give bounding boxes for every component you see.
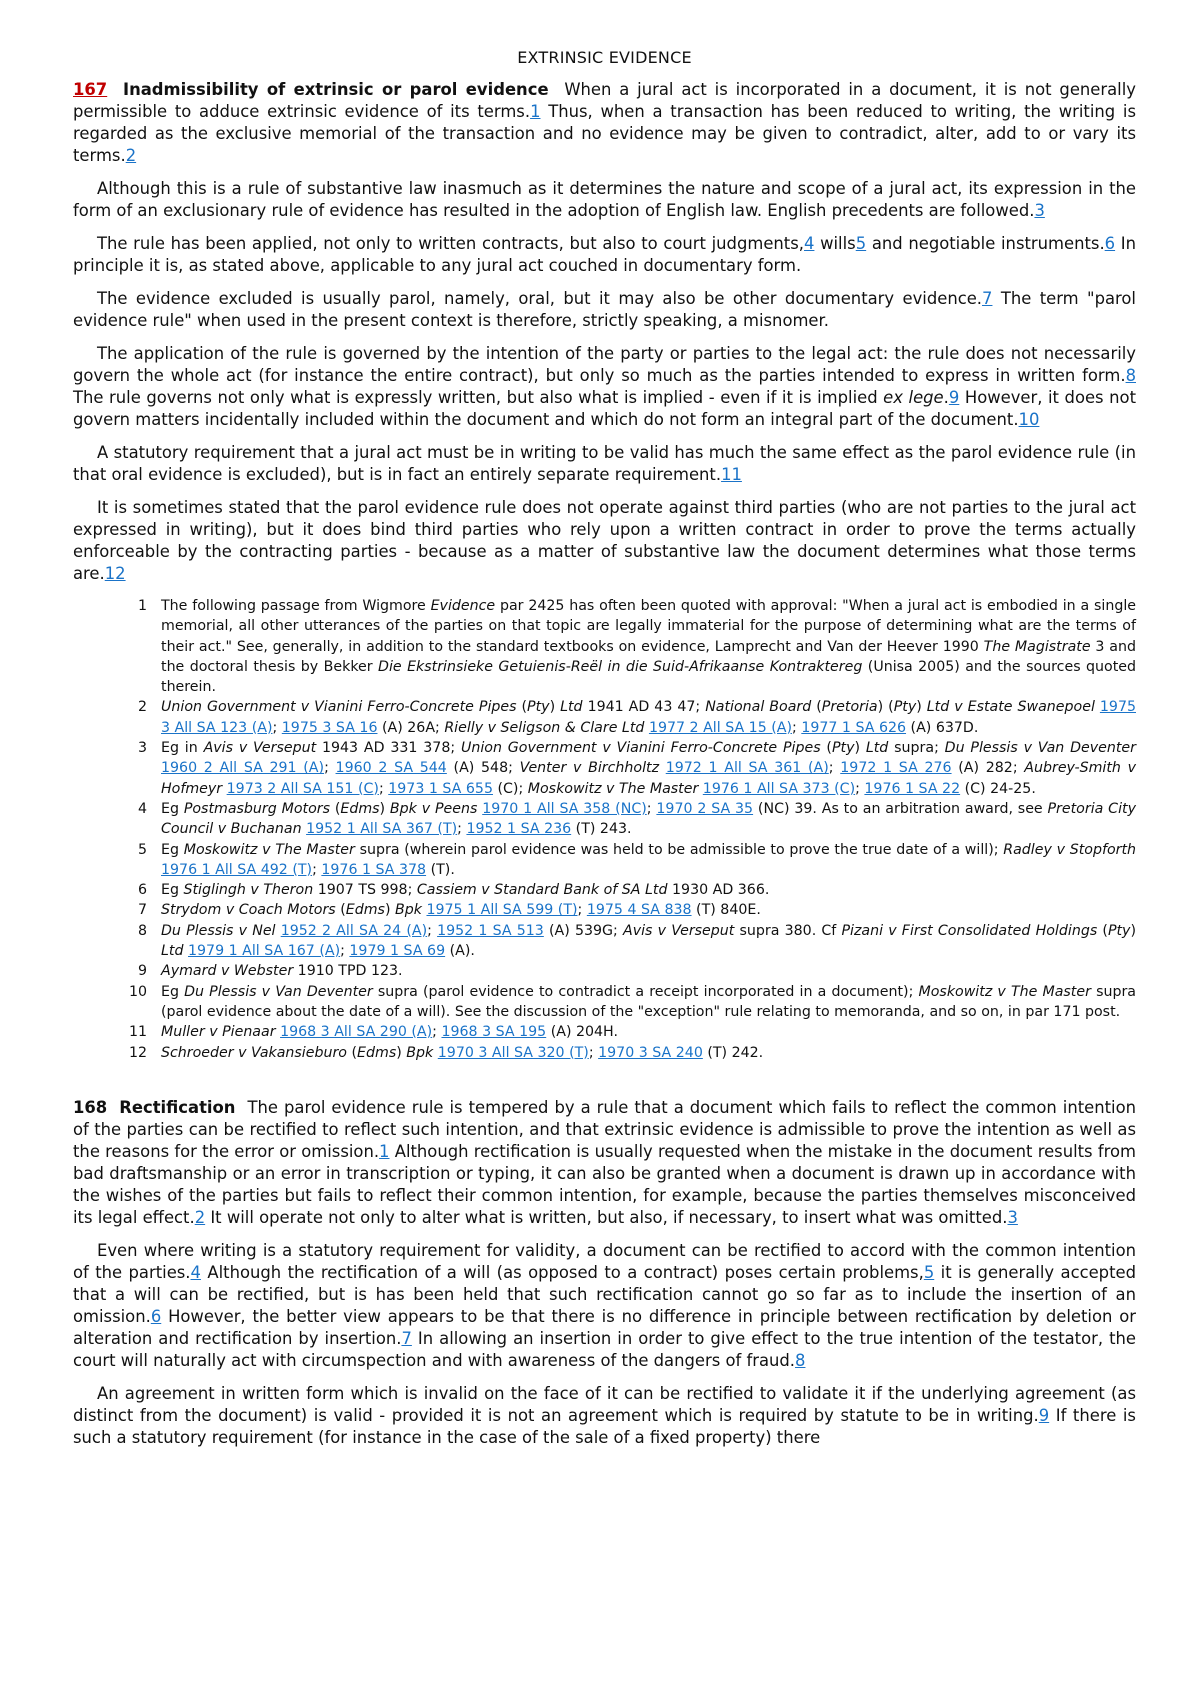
- citation-link[interactable]: 1977 2 All SA 15 (A): [648, 719, 793, 736]
- citation-link[interactable]: 1976 1 SA 378: [321, 861, 427, 878]
- citation-link[interactable]: 1970 3 SA 240: [598, 1044, 703, 1061]
- footnote: 7 Strydom v Coach Motors (Edms) Bpk 1975 1 All SA 599 (T); 1975 4 SA 838 (T) 840E.: [137, 902, 761, 919]
- footnote-ref[interactable]: 11: [721, 465, 742, 484]
- footnote-ref[interactable]: 8: [1125, 366, 1136, 385]
- citation-link[interactable]: 1973 2 All SA 151 (C): [226, 780, 379, 797]
- footnote: 3 Eg in Avis v Verseput 1943 AD 331 378; Union Government v Vianini Ferro-Concrete Pipes (Pty) Ltd supra; Du Plessis v Van Deventer 1960 2 All SA 291 (A); 1960 2 SA 544 (A) 548; Venter v Birchholtz 1972 1 All SA 361 (A); 1972 1 SA 276 (A) 282; Aubrey-Smith v Hofmeyr 1973 2 All SA 151 (C); 1973 1 SA 655 (C); Moskowitz v The Master 1976 1 All SA 373 (C); 1976 1 SA 22 (C) 24-25.: [137, 740, 1136, 797]
- footnote: 6 Eg Stiglingh v Theron 1907 TS 998; Cassiem v Standard Bank of SA Ltd 1930 AD 366.: [137, 882, 770, 899]
- footnote: 2 Union Government v Vianini Ferro-Concrete Pipes (Pty) Ltd 1941 AD 43 47; National Board (Pretoria) (Pty) Ltd v Estate Swanepoel 1975 3 All SA 123 (A); 1975 3 SA 16 (A) 26A; Rielly v Seligson & Clare Ltd 1977 2 All SA 15 (A); 1977 1 SA 626 (A) 637D.: [137, 699, 1136, 736]
- section-number: 168: [73, 1097, 108, 1117]
- citation-link[interactable]: 1976 1 All SA 492 (T): [161, 861, 313, 878]
- citation-link[interactable]: 1960 2 SA 544: [335, 760, 447, 777]
- citation-link[interactable]: 1972 1 All SA 361 (A): [665, 760, 829, 777]
- section-number-link[interactable]: 167: [73, 80, 108, 99]
- section-167-paragraph-4: The evidence excluded is usually parol, namely, oral, but it may also be other documentary evidence.7 The term "parol evidence rule" when used in the present context is therefore, strictly speaking, a misnomer.: [73, 289, 1136, 330]
- footnote: 1 The following passage from Wigmore Evidence par 2425 has often been quoted with approval: "When a jural act is embodied in a single memorial, all other utterances of the parties on that topic are legally immaterial for the purpose of determining what are the terms of their act." See, generally, in addition to the standard textbooks on evidence, Lamprecht and Van der Heever 1990 The Magistrate 3 and the doctoral thesis by Bekker Die Ekstrinsieke Getuienis-Reël in die Suid-Afrikaanse Kontraktereg (Unisa 2005) and the sources quoted therein.: [137, 598, 1137, 696]
- footnote-ref[interactable]: 1: [530, 102, 541, 121]
- section-167-paragraph-1: 167 Inadmissibility of extrinsic or parol evidence When a jural act is incorporated in a document, it is not generally permissible to adduce extrinsic evidence of its terms.1 Thus, when a transaction has been reduced to writing, the writing is regarded as the exclusive memorial of the transaction and no evidence may be given to contradict, alter, add to or vary its terms.2: [73, 80, 1136, 165]
- footnote-ref[interactable]: 9: [948, 388, 960, 407]
- section-167-paragraph-2: Although this is a rule of substantive law inasmuch as it determines the nature and scope of a jural act, its expression in the form of an exclusionary rule of evidence has resulted in the adoption of English law. English precedents are followed.3: [73, 179, 1136, 220]
- footnote-ref[interactable]: 10: [1018, 410, 1040, 429]
- citation-link[interactable]: 1952 2 All SA 24 (A): [280, 922, 428, 939]
- citation-link[interactable]: 1970 3 All SA 320 (T): [437, 1044, 589, 1061]
- citation-link[interactable]: 1975 1 All SA 599 (T): [426, 902, 578, 919]
- citation-link[interactable]: 1968 3 SA 195: [441, 1024, 547, 1041]
- citation-link[interactable]: 1975 4 SA 838: [586, 902, 692, 919]
- footnote-ref[interactable]: 3: [1034, 201, 1045, 220]
- footnote: 11 Muller v Pienaar 1968 3 All SA 290 (A); 1968 3 SA 195 (A) 204H.: [128, 1024, 618, 1041]
- footnote-ref[interactable]: 2: [194, 1207, 206, 1227]
- citation-link[interactable]: 1979 1 All SA 167 (A): [188, 943, 341, 960]
- footnote-ref[interactable]: 7: [982, 289, 993, 308]
- section-spacer: [73, 1063, 1136, 1097]
- footnote-ref[interactable]: 6: [150, 1306, 162, 1326]
- running-header: EXTRINSIC EVIDENCE: [517, 48, 692, 67]
- citation-link[interactable]: 1976 1 All SA 373 (C): [702, 780, 856, 797]
- footnote-ref[interactable]: 3: [1007, 1207, 1018, 1227]
- section-heading: Rectification: [119, 1097, 236, 1117]
- footnote-ref[interactable]: 2: [125, 146, 137, 165]
- citation-link[interactable]: 1970 2 SA 35: [656, 800, 754, 817]
- section-167-paragraph-5: The application of the rule is governed by the intention of the party or parties to the legal act: the rule does not necessarily govern the whole act (for instance the entire contract), but only so much as the parties intended to express in written form.8 The rule governs not only what is expressly written, but also what is implied - even if it is implied ex lege.9 However, it does not govern matters incidentally included within the document and which do not form an integral part of the document.10: [73, 344, 1137, 429]
- citation-link[interactable]: 1960 2 All SA 291 (A): [161, 760, 325, 777]
- footnote: 4 Eg Postmasburg Motors (Edms) Bpk v Peens 1970 1 All SA 358 (NC); 1970 2 SA 35 (NC) 39. As to an arbitration award, see Pretoria City Council v Buchanan 1952 1 All SA 367 (T); 1952 1 SA 236 (T) 243.: [137, 800, 1136, 838]
- citation-link[interactable]: 1952 1 SA 513: [437, 922, 544, 939]
- citation-link[interactable]: 1972 1 SA 276: [840, 760, 952, 777]
- footnote-ref[interactable]: 6: [1104, 234, 1116, 253]
- section-168-paragraph-2: Even where writing is a statutory requirement for validity, a document can be rectified to accord with the common intention of the parties.4 Although the rectification of a will (as opposed to a contract) poses certain problems,5 it is generally accepted that a will can be rectified, but is has been held that such rectification cannot go so far as to include the insertion of an omission.6 However, the better view appears to be that there is no difference in principle between rectification by deletion or alteration and rectification by insertion.7 In allowing an insertion in order to give effect to the true intention of the testator, the court will naturally act with circumspection and with awareness of the dangers of fraud.8: [73, 1240, 1136, 1370]
- citation-link[interactable]: 1970 1 All SA 358 (NC): [482, 800, 647, 817]
- citation-link[interactable]: 1973 1 SA 655: [388, 780, 493, 797]
- section-167-paragraph-7: It is sometimes stated that the parol evidence rule does not operate against third parties (who are not parties to the jural act expressed in writing), but it does bind third parties who rely upon a written contract in order to prove the terms actually enforceable by the contracting parties - because as a matter of substantive law the document determines what those terms are.12: [73, 498, 1136, 583]
- footnote: 8 Du Plessis v Nel 1952 2 All SA 24 (A); 1952 1 SA 513 (A) 539G; Avis v Verseput supra 380. Cf Pizani v First Consolidated Holdings (Pty) Ltd 1979 1 All SA 167 (A); 1979 1 SA 69 (A).: [137, 922, 1136, 960]
- citation-link[interactable]: 1975 3 SA 16: [281, 719, 378, 736]
- footnote-ref[interactable]: 8: [795, 1350, 806, 1370]
- citation-link[interactable]: 1976 1 SA 22: [864, 780, 961, 797]
- citation-link[interactable]: 1968 3 All SA 290 (A): [280, 1024, 433, 1041]
- footnotes-167: [73, 596, 1136, 1063]
- section-167-paragraph-6: A statutory requirement that a jural act must be in writing to be valid has much the same effect as the parol evidence rule (in that oral evidence is excluded), but is in fact an entirely separate requirement.11: [73, 443, 1136, 484]
- section-heading: Inadmissibility of extrinsic or parol evidence: [122, 80, 549, 99]
- footnote-ref[interactable]: 5: [923, 1262, 935, 1282]
- citation-link[interactable]: 1975 3 All SA 123 (A): [161, 699, 1136, 736]
- footnote-ref[interactable]: 5: [855, 234, 867, 253]
- citation-link[interactable]: 1952 1 All SA 367 (T): [306, 821, 458, 838]
- footnote-ref[interactable]: 4: [190, 1262, 201, 1282]
- citation-link[interactable]: 1979 1 SA 69: [349, 943, 446, 960]
- footnote-ref[interactable]: 4: [803, 234, 815, 253]
- footnote-ref[interactable]: 7: [401, 1328, 412, 1348]
- footnote: 12 Schroeder v Vakansieburo (Edms) Bpk 1970 3 All SA 320 (T); 1970 3 SA 240 (T) 242.: [128, 1044, 764, 1061]
- citation-link[interactable]: 1952 1 SA 236: [466, 821, 572, 838]
- section-167-paragraph-3: The rule has been applied, not only to written contracts, but also to court judgments,4 wills5 and negotiable instruments.6 In principle it is, as stated above, applicable to any jural act couched in documentary form.: [73, 234, 1136, 275]
- citation-link[interactable]: 1977 1 SA 626: [801, 719, 907, 736]
- footnote: 5 Eg Moskowitz v The Master supra (wherein parol evidence was held to be admissible to prove the true date of a will); Radley v Stopforth 1976 1 All SA 492 (T); 1976 1 SA 378 (T).: [137, 841, 1137, 878]
- section-168-paragraph-3: An agreement in written form which is invalid on the face of it can be rectified to validate it if the underlying agreement (as distinct from the document) is valid - provided it is not an agreement which is required by statute to be in writing.9 If there is such a statutory requirement (for instance in the case of the sale of a fixed property) there: [73, 1383, 1136, 1447]
- footnote-ref[interactable]: 1: [379, 1141, 390, 1161]
- section-168-paragraph-1: 168 Rectification The parol evidence rule is tempered by a rule that a document which fails to reflect the common intention of the parties can be rectified to reflect such intention, and that extrinsic evidence is admissible to prove the intention as well as the reasons for the error or omission.1 Although rectification is usually requested when the mistake in the document results from bad draftsmanship or an error in transcription or typing, it can also be granted when a document is drawn up in accordance with the wishes of the parties but fails to reflect their common intention, for example, because the parties themselves misconceived its legal effect.2 It will operate not only to alter what is written, but also, if necessary, to insert what was omitted.3: [73, 1097, 1137, 1227]
- footnote: 10 Eg Du Plessis v Van Deventer supra (parol evidence to contradict a receipt incorporated in a document); Moskowitz v The Master supra (parol evidence about the date of a will). See the discussion of the "exception" rule relating to memoranda, and so on, in par 171 post.: [128, 983, 1136, 1020]
- footnote-ref[interactable]: 9: [1038, 1405, 1050, 1425]
- footnote-ref[interactable]: 12: [104, 564, 126, 583]
- footnote: 9 Aymard v Webster 1910 TPD 123.: [137, 963, 403, 980]
